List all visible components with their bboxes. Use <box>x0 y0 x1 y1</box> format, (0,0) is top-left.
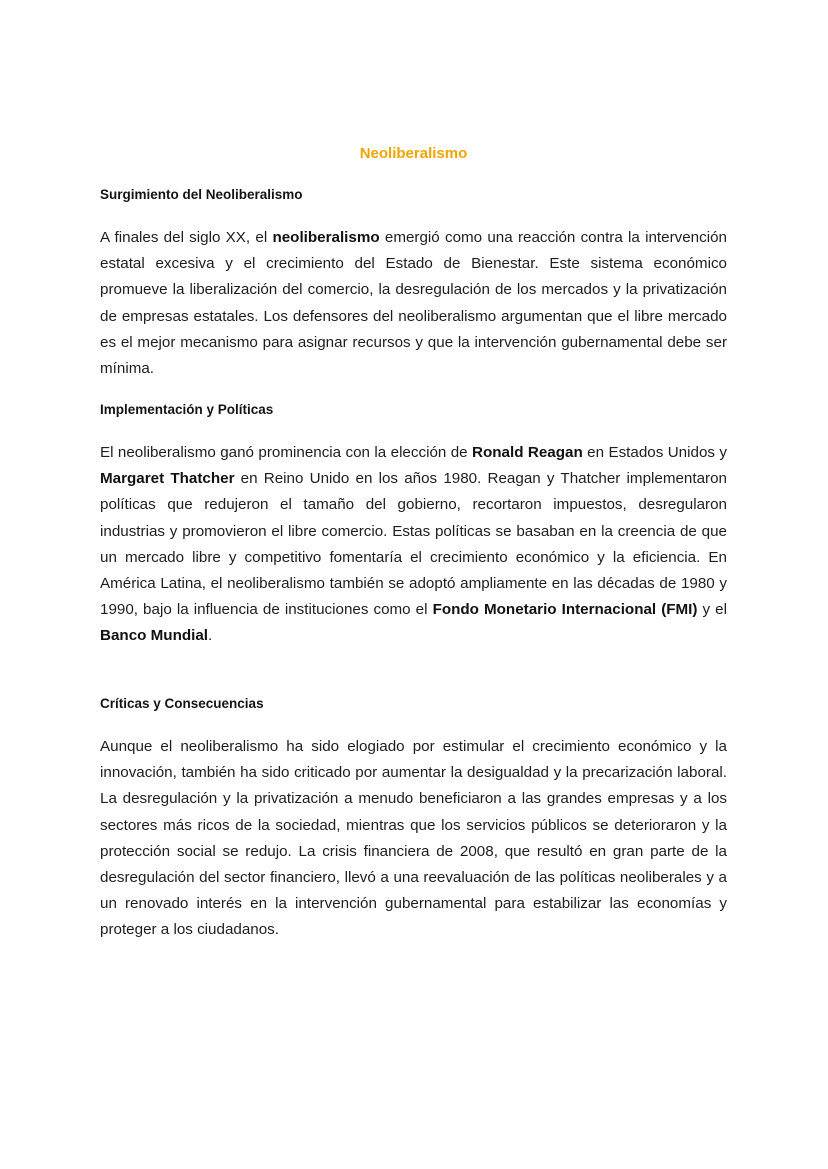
paragraph-text: Aunque el neoliberalismo ha sido elogiado por estimular el crecimiento económico y la innovación, también ha sido criticado por aumentar la desigualdad y la precarización laboral. La desregulación y la privatización a menudo beneficiaron a las grandes empresas y a los sectores más ricos de la sociedad, mientras que los servicios públicos se deterioraron y la protección social se redujo. La crisis financiera de 2008, que resultó en gran parte de la desregulación del sector financiero, llevó a una reevaluación de las políticas neoliberales y a un renovado interés en la intervención gubernamental para estabilizar las economías y proteger a los ciudadanos. <box>100 738 727 939</box>
paragraph-text: emergió como una reacción contra la intervención estatal excesiva y el crecimiento del Estado de Bienestar. Este sistema económico promueve la liberalización del comercio, la desregulación de los mercados y la privatización de empresas estatales. Los defensores del neoliberalismo argumentan que el libre mercado es el mejor mecanismo para asignar recursos y que la intervención gubernamental debe ser mínima. <box>100 229 727 378</box>
section-heading-implementacion: Implementación y Políticas <box>100 402 274 417</box>
section-heading-criticas: Críticas y Consecuencias <box>100 696 264 711</box>
bold-term: Fondo Monetario Internacional (FMI) <box>432 601 698 619</box>
paragraph-text: . <box>208 627 213 645</box>
document-title: Neoliberalismo <box>359 145 468 162</box>
paragraph-text: A finales del siglo XX, el <box>100 229 273 246</box>
paragraph-surgimiento <box>100 225 727 382</box>
paragraph-text: El neoliberalismo ganó prominencia con la elección de <box>100 444 473 461</box>
paragraph-text: en Estados Unidos y <box>582 444 727 461</box>
paragraph-text: y el <box>697 601 727 619</box>
paragraph-implementacion <box>100 440 727 650</box>
section-heading-surgimiento: Surgimiento del Neoliberalismo <box>100 187 303 202</box>
bold-term: neoliberalismo <box>272 229 380 246</box>
bold-term: Margaret Thatcher <box>100 470 235 488</box>
bold-term: Ronald Reagan <box>472 444 583 461</box>
bold-term: Banco Mundial <box>100 627 209 645</box>
paragraph-text: en Reino Unido en los años 1980. Reagan y Thatcher implementaron políticas que redujeron el tamaño del gobierno, recortaron impuestos, desregularon industrias y promovieron el libre comercio. Estas políticas se basaban en la creencia de que un mercado libre y competitivo fomentaría el crecimiento económico y la eficiencia. En América Latina, el neoliberalismo también se adoptó ampliamente en las décadas de 1980 y 1990, bajo la influencia de instituciones como el <box>100 470 727 619</box>
paragraph-criticas <box>100 734 727 944</box>
